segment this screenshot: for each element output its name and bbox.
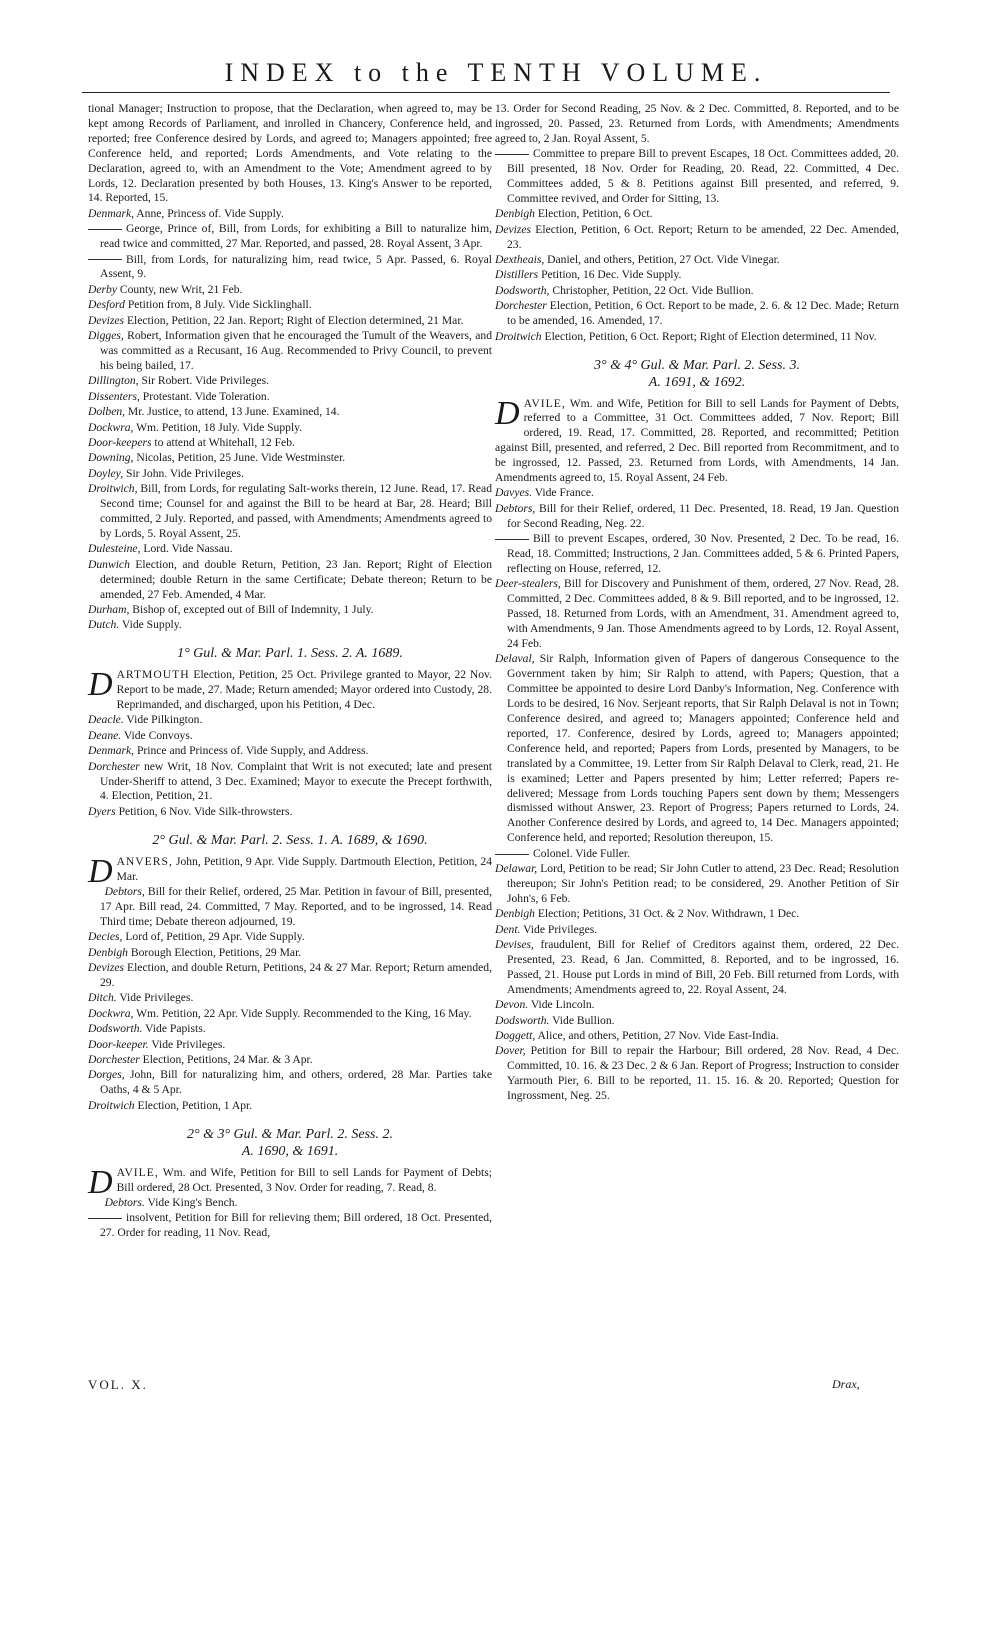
entry-text: Vide Privileges. xyxy=(116,991,194,1005)
entry-text: new Writ, 18 Nov. Complaint that Writ is not executed; late and present Under-Sheriff to attend, 3 Dec. Examined; Mayor to execute the Precept forthwith, 4. Election, Petition, 21. xyxy=(100,759,492,803)
section-heading-line: 3° & 4° Gul. & Mar. Parl. 2. Sess. 3. xyxy=(593,357,801,373)
entry-text: Protestant. Vide Toleration. xyxy=(139,389,270,403)
entry-text: Vide Supply. xyxy=(119,618,182,632)
drop-cap: D xyxy=(88,1163,113,1201)
entry-text: Prince and Princess of. Vide Supply, and Address. xyxy=(134,744,369,758)
entry-heading: Doyley, xyxy=(88,466,124,480)
index-entry xyxy=(88,1053,492,1068)
section-heading xyxy=(88,832,492,849)
entry-heading: Dorchester xyxy=(88,1053,140,1067)
entry-text: Vide Privileges. xyxy=(520,922,598,936)
index-entry xyxy=(495,268,899,283)
entry-heading: Devizes xyxy=(495,222,532,236)
entry-text: Election, and double Return, Petitions, 24 & 27 Mar. Report; Return amended, 29. xyxy=(100,961,492,990)
entry-text: Vide France. xyxy=(532,486,594,500)
entry-heading: Dodsworth. xyxy=(495,1013,550,1027)
entry-heading: Dillington, xyxy=(88,374,139,388)
index-entry xyxy=(495,394,899,486)
index-entry xyxy=(88,436,492,451)
entry-heading: ARTMOUTH xyxy=(116,668,190,682)
entry-text: Committee to prepare Bill to prevent Escapes, 18 Oct. Committees added, 20. Bill presented, 18 Nov. Order for Reading, 20. Read, 22. Committed, 4 Dec. Committees added, 5 & 8. Petitions against Bill presented, and referred, 9. Committee revived, and Order for Sitting, 13. xyxy=(507,147,899,205)
section-heading-line: A. 1690, & 1691. xyxy=(241,1143,339,1159)
entry-text: George, Prince of, Bill, from Lords, for exhibiting a Bill to naturalize him, read twice and committed, 27 Mar. Reported, and passed, 28. Royal Assent, 3 Apr. xyxy=(100,222,492,251)
entry-heading: Dunwich xyxy=(88,557,130,571)
index-entry xyxy=(88,222,492,252)
entry-text: Petition from, 8 July. Vide Sicklinghall. xyxy=(124,298,312,312)
entry-heading: Decies, xyxy=(88,930,123,944)
index-entry xyxy=(88,482,492,542)
section-heading-line: 2° Gul. & Mar. Parl. 2. Sess. 1. A. 1689, & 1690. xyxy=(152,832,428,848)
index-entry xyxy=(495,223,899,253)
entry-text: Lord of, Petition, 29 Apr. Vide Supply. xyxy=(122,930,305,944)
entry-heading: Denbigh xyxy=(88,945,128,959)
right-column xyxy=(495,102,899,1105)
entry-heading: Deane. xyxy=(88,728,122,742)
index-entry xyxy=(88,421,492,436)
section-heading xyxy=(88,645,492,662)
entry-text: Election, Petition, 1 Apr. xyxy=(134,1098,253,1112)
entry-heading: Dockwra, xyxy=(88,420,134,434)
entry-heading: Debtors, xyxy=(495,501,536,515)
index-entry xyxy=(88,1196,492,1211)
entry-text: Bishop of, excepted out of Bill of Indemnity, 1 July. xyxy=(129,602,374,616)
index-entry xyxy=(88,668,492,713)
entry-heading: Dulesteine, xyxy=(88,542,141,556)
entry-text: fraudulent, Bill for Relief of Creditors against them, ordered, 22 Dec. Presented, 23. Read, 6 Jan. Committed, 8. Reported, and to be ingrossed, 16. Passed, 21. House put Lords in mind of Bill, 20 Feb. Bill returned from Lords, with Amendments; Amendments agreed to, 22. Royal Assent, 24. xyxy=(507,938,899,996)
entry-text: Mr. Justice, to attend, 13 June. Examined, 14. xyxy=(125,405,340,419)
entry-heading: Derby xyxy=(88,282,117,296)
entry-text: Election, Petition, 6 Oct. Report to be made, 2. 6. & 12 Dec. Made; Return to be amended, 16. Amended, 17. xyxy=(507,299,899,328)
entry-heading: Deer-stealers, xyxy=(495,577,561,591)
ditto-dash xyxy=(495,539,529,540)
entry-text: Colonel. Vide Fuller. xyxy=(533,846,630,860)
index-entry xyxy=(88,390,492,405)
index-entry xyxy=(495,923,899,938)
index-entry xyxy=(88,1022,492,1037)
ditto-dash xyxy=(495,154,529,155)
entry-text: Vide Pilkington. xyxy=(123,713,203,727)
entry-text: Wm. and Wife, Petition for Bill to sell Lands for Payment of Debts, referred to a Committee, 31 Oct. Committees added, 7 Nov. Report; Bill ordered, 19. Read, 17. Committed, 28. Reported, and recommitted; Petition against Bill, presented, and referred, 2 Dec. Bill reported from Recommitment, and to be ingrossed, 12. Passed, 23. Returned from Lords, with Amendments, 14 Jan. Amendments agreed to, 15. Royal Assent, 24 Feb. xyxy=(495,396,899,485)
entry-text: tional Manager; Instruction to propose, that the Declaration, when agreed to, may be kept among Records of Parliament, and inrolled in Chancery, Conference held, and reported; free Conference desired by Lords, and agreed to; Managers appointed; free Conference held, and reported; Lords Amendments, and Vote relating to the Declaration, agreed to, with an Amendment to the Vote; Amendment agreed to by Lords, 12. Declaration presented by both Houses, 13. King's Answer to be reported, 14. Reported, 15. xyxy=(88,102,492,205)
entry-text: Vide Bullion. xyxy=(549,1013,615,1027)
entry-heading: Denmark, xyxy=(88,744,135,758)
entry-heading: Desford xyxy=(88,298,125,312)
index-entry xyxy=(88,713,492,728)
entry-heading: Denbigh xyxy=(495,207,535,221)
index-entry xyxy=(88,467,492,482)
entry-heading: Distillers xyxy=(495,268,539,282)
entry-heading: Dolben, xyxy=(88,405,126,419)
entry-heading: Door-keeper. xyxy=(88,1037,149,1051)
entry-text: Bill for Discovery and Punishment of them, ordered, 27 Nov. Read, 28. Committed, 2 Dec. Committees added, 8 & 9. Bill reported, and to be ingrossed, 12. Passed, 18. Returned from Lords, with an Amendment, 31. Amendment agreed to, with Amendments, 9 Jan. Those Amendments agreed to by Lords, 12. Royal Assent, 24 Feb. xyxy=(507,577,899,650)
index-entry xyxy=(88,283,492,298)
entry-text: Vide King's Bench. xyxy=(144,1196,238,1209)
entry-text: Petition, 6 Nov. Vide Silk-throwsters. xyxy=(115,804,293,818)
index-entry xyxy=(495,102,899,147)
entry-heading: Devon. xyxy=(495,998,529,1012)
entry-heading: Devizes xyxy=(88,313,125,327)
index-entry xyxy=(495,938,899,998)
entry-text: Sir John. Vide Privileges. xyxy=(123,466,244,480)
entry-heading: Deacle. xyxy=(88,713,124,727)
entry-heading: Door-keepers xyxy=(88,435,152,449)
entry-text: Election; Petitions, 31 Oct. & 2 Nov. Withdrawn, 1 Dec. xyxy=(534,907,800,921)
entry-text: 13. Order for Second Reading, 25 Nov. & 2 Dec. Committed, 8. Reported, and to be ingrossed, 20. Passed, 23. Returned from Lords, with Amendments; Amendments agreed to, 2 Jan. Royal Assent, 5. xyxy=(495,102,899,145)
left-column xyxy=(88,102,492,1242)
entry-heading: Denbigh xyxy=(495,907,535,921)
index-entry xyxy=(495,147,899,207)
entry-text: Christopher, Petition, 22 Oct. Vide Bullion. xyxy=(549,283,754,297)
index-entry xyxy=(88,1038,492,1053)
index-entry xyxy=(495,862,899,907)
index-entry xyxy=(495,907,899,922)
entry-text: Bill, from Lords, for naturalizing him, read twice, 5 Apr. Passed, 6. Royal Assent, 9. xyxy=(100,252,492,281)
entry-heading: Ditch. xyxy=(88,991,117,1005)
index-entry xyxy=(495,1029,899,1044)
entry-text: Alice, and others, Petition, 27 Nov. Vide East-India. xyxy=(535,1029,779,1043)
entry-heading: Doggett, xyxy=(495,1029,536,1043)
index-entry xyxy=(495,486,899,501)
entry-text: Petition, 16 Dec. Vide Supply. xyxy=(538,268,682,282)
index-entry xyxy=(88,102,492,206)
entry-text: Bill to prevent Escapes, ordered, 30 Nov. Presented, 2 Dec. To be read, 16. Read, 18. Committed; Instructions, 2 Jan. Committees added, 5 & 6. Printed Papers, reflecting on House, referred, 12. xyxy=(507,532,899,575)
entry-heading: Delawar, xyxy=(495,862,538,876)
index-entry xyxy=(88,760,492,805)
section-heading-line: A. 1691, & 1692. xyxy=(648,374,746,390)
entry-heading: Davyes. xyxy=(495,486,533,500)
ditto-dash xyxy=(88,1218,122,1219)
ditto-dash xyxy=(88,229,122,230)
entry-text: Vide Papists. xyxy=(142,1022,206,1036)
entry-text: Election, and double Return, Petition, 23 Jan. Report; Right of Election determined; double Return in the same Certificate; Debate thereon; Return to be amended, 27 Feb. Amended, 4 Mar. xyxy=(100,557,492,601)
index-entry xyxy=(88,961,492,991)
ditto-dash xyxy=(88,259,122,260)
index-entry xyxy=(88,852,492,890)
entry-heading: Dextheais, xyxy=(495,253,545,267)
entry-text: to attend at Whitehall, 12 Feb. xyxy=(151,435,295,449)
index-entry xyxy=(88,991,492,1006)
index-entry xyxy=(88,1007,492,1022)
index-entry xyxy=(88,405,492,420)
entry-text: Election, Petition, 6 Oct. Report; Right of Election determined, 11 Nov. xyxy=(541,329,877,343)
entry-heading: Dorchester xyxy=(495,299,547,313)
entry-text: Wm. Petition, 18 July. Vide Supply. xyxy=(133,420,303,434)
page-title: INDEX to the TENTH VOLUME. xyxy=(224,58,768,87)
index-entry xyxy=(495,652,899,846)
index-entry xyxy=(495,207,899,222)
ditto-dash xyxy=(495,854,529,855)
index-entry xyxy=(495,577,899,652)
entry-text: Vide Privileges. xyxy=(148,1037,226,1051)
index-entry xyxy=(88,542,492,557)
drop-cap: D xyxy=(88,666,113,704)
entry-text: Vide Convoys. xyxy=(121,728,193,742)
entry-heading: ANVERS, xyxy=(116,854,173,868)
entry-text: Robert, Information given that he encouraged the Tumult of the Weavers, and was committed as a Recusant, 16 Aug. Recommended to Privy Council, to prevent his being bailed, 17. xyxy=(100,329,492,372)
index-entry xyxy=(495,847,899,862)
entry-text: Daniel, and others, Petition, 27 Oct. Vide Vinegar. xyxy=(544,253,780,267)
entry-text: Anne, Princess of. Vide Supply. xyxy=(134,206,284,220)
entry-heading: Dorchester xyxy=(88,759,140,773)
entry-heading: Denmark, xyxy=(88,206,135,220)
section-heading xyxy=(495,357,899,391)
entry-heading: Durham, xyxy=(88,602,130,616)
index-entry xyxy=(88,451,492,466)
section-heading-line: 1° Gul. & Mar. Parl. 1. Sess. 2. A. 1689. xyxy=(177,646,403,662)
section-heading-line: 2° & 3° Gul. & Mar. Parl. 2. Sess. 2. xyxy=(186,1126,394,1142)
index-entry xyxy=(88,1068,492,1098)
title-rule xyxy=(82,92,890,93)
index-entry xyxy=(495,532,899,577)
entry-heading: Dover, xyxy=(495,1044,526,1058)
index-entry xyxy=(88,930,492,945)
entry-text: John, Petition, 9 Apr. Vide Supply. Dartmouth Election, Petition, 24 Mar. xyxy=(116,854,492,883)
index-entry xyxy=(88,618,492,633)
entry-text: Election, Petitions, 24 Mar. & 3 Apr. xyxy=(139,1053,313,1067)
entry-text: Election, Petition, 6 Oct. xyxy=(534,207,653,221)
index-entry xyxy=(88,1099,492,1114)
entry-text: Lord. Vide Nassau. xyxy=(140,542,233,556)
index-entry xyxy=(88,374,492,389)
index-entry xyxy=(88,729,492,744)
entry-text: Wm. Petition, 22 Apr. Vide Supply. Recommended to the King, 16 May. xyxy=(133,1006,472,1020)
entry-heading: Droitwich, xyxy=(88,482,138,496)
index-entry xyxy=(495,998,899,1013)
entry-heading: Dent. xyxy=(495,922,521,936)
entry-text: Sir Ralph, Information given of Papers of dangerous Consequence to the Government taken by him; Sir Ralph to attend, with Papers; Question, that a Committee be appointed to desire Lord Danby's Information, Neg. Conference with Lords to be desired, 16 Nov. Serjeant reports, that Sir Ralph Delaval is not in Town; Conference desired, and agreed to; Managers appointed; Conference held and reported, 17. Conference, desired by Lords, agreed to; Managers appointed; Conference held, and reported; Papers from Lords, presented by Managers, to be translated by a Committee, 19. Letter from Sir Ralph Delaval to Clerk, read, 21. He is examined; Letter and Papers presented by him; Letter referred; Papers re-delivered; Message from Lords touching Papers sent down by them; Messengers dismissed without Answer, 23. Report of Progress; Papers returned to Lords, 24. Another Conference desired by Lords, and agreed to, 14 Dec. Managers appointed; Conference held, and reported; Resolution thereupon, 15. xyxy=(507,652,899,845)
entry-heading: Debtors, xyxy=(104,885,145,899)
entry-heading: Devizes xyxy=(88,961,125,975)
entry-text: Nicolas, Petition, 25 June. Vide Westminster. xyxy=(133,451,346,465)
index-entry xyxy=(88,253,492,283)
entry-heading: AVILE, xyxy=(523,396,566,410)
entry-heading: Dodsworth, xyxy=(495,283,550,297)
entry-heading: Dodsworth. xyxy=(88,1022,143,1036)
entry-heading: Delaval, xyxy=(495,652,535,666)
index-entry xyxy=(88,744,492,759)
entry-heading: Devises, xyxy=(495,938,534,952)
entry-text: Borough Election, Petitions, 29 Mar. xyxy=(127,945,302,959)
drop-cap: D xyxy=(88,852,113,890)
entry-text: John, Bill for naturalizing him, and others, ordered, 28 Mar. Parties take Oaths, 4 & 5 Apr. xyxy=(100,1068,492,1097)
volume-footer: VOL. X. xyxy=(88,1377,148,1392)
entry-heading: Digges, xyxy=(88,329,124,343)
entry-heading: Droitwich xyxy=(495,329,542,343)
entry-heading: Dockwra, xyxy=(88,1006,134,1020)
index-entry xyxy=(88,946,492,961)
entry-text: Lord, Petition to be read; Sir John Cutler to attend, 23 Dec. Read; Resolution thereupon; Sir John's Petition read; to be considered, 29. Another Petition of Sir John's, 6 Feb. xyxy=(507,862,899,905)
index-entry xyxy=(88,314,492,329)
entry-heading: AVILE, xyxy=(116,1165,159,1179)
entry-heading: Dyers xyxy=(88,804,116,818)
index-entry xyxy=(88,1163,492,1201)
index-entry xyxy=(495,284,899,299)
entry-text: County, new Writ, 21 Feb. xyxy=(116,282,243,296)
entry-heading: Downing, xyxy=(88,451,134,465)
index-entry xyxy=(495,1044,899,1104)
entry-text: insolvent, Petition for Bill for relieving them; Bill ordered, 18 Oct. Presented, 27. Order for reading, 11 Nov. Read, xyxy=(100,1211,492,1240)
drop-cap: D xyxy=(495,394,520,432)
catchword: Drax, xyxy=(832,1377,860,1391)
entry-text: Election, Petition, 6 Oct. Report; Return to be amended, 22 Dec. Amended, 23. xyxy=(507,222,899,251)
index-entry xyxy=(88,329,492,374)
entry-heading: Dorges, xyxy=(88,1068,125,1082)
entry-text: Election, Petition, 22 Jan. Report; Right of Election determined, 21 Mar. xyxy=(124,313,464,327)
entry-heading: Dissenters, xyxy=(88,389,140,403)
entry-text: Petition for Bill to repair the Harbour; Bill ordered, 28 Nov. Read, 4 Dec. Committed, 10. 16. & 23 Dec. 2 & 6 Jan. Report of Progress; Instruction to consider Yarmouth Pier, 6. Bill to be reported, 11. 15. 16. & 20. Reported; Question for Ingrossment, Neg. 25. xyxy=(507,1044,899,1103)
index-entry xyxy=(495,330,899,345)
index-entry xyxy=(88,603,492,618)
entry-heading: Droitwich xyxy=(88,1098,135,1112)
entry-text: Election, Petition, 25 Oct. Privilege granted to Mayor, 22 Nov. Report to be made, 27. Made; Return amended; Mayor ordered into Custody, 28. Reprimanded, and discharged, upon his Petition, 4 Dec. xyxy=(116,668,492,712)
entry-text: Bill for their Relief, ordered, 25 Mar. Petition in favour of Bill, presented, 17 Apr. Bill read, 24. Committed, 7 May. Reported, and to be ingrossed, 14. Read Third time; Debate thereon adjourned, 19. xyxy=(100,885,492,928)
index-entry xyxy=(495,253,899,268)
entry-text: Wm. and Wife, Petition for Bill to sell Lands for Payment of Debts; Bill ordered, 28 Oct. Presented, 3 Nov. Order for reading, 7. Read, 8. xyxy=(116,1165,492,1194)
index-entry xyxy=(495,299,899,329)
entry-text: Vide Lincoln. xyxy=(528,998,595,1012)
entry-text: Bill, from Lords, for regulating Salt-works therein, 12 June. Read, 17. Read Second time; Counsel for and against the Bill to be heard at Bar, 28. Heard; Bill committed, 2 July. Reported, and passed, with Amendments; Amendments agreed to by Lords, 5. Royal Assent, 25. xyxy=(100,482,492,540)
index-entry xyxy=(88,885,492,930)
index-entry xyxy=(495,1014,899,1029)
entry-heading: Debtors. xyxy=(104,1196,145,1209)
index-entry xyxy=(88,805,492,820)
entry-text: Sir Robert. Vide Privileges. xyxy=(138,374,270,388)
entry-text: Bill for their Relief, ordered, 11 Dec. Presented, 18. Read, 19 Jan. Question for Second Reading, Neg. 22. xyxy=(507,501,899,530)
index-entry xyxy=(88,298,492,313)
index-entry xyxy=(88,1211,492,1241)
entry-heading: Dutch. xyxy=(88,618,120,632)
index-entry xyxy=(495,502,899,532)
index-entry xyxy=(88,207,492,222)
section-heading xyxy=(88,1126,492,1160)
index-entry xyxy=(88,558,492,603)
